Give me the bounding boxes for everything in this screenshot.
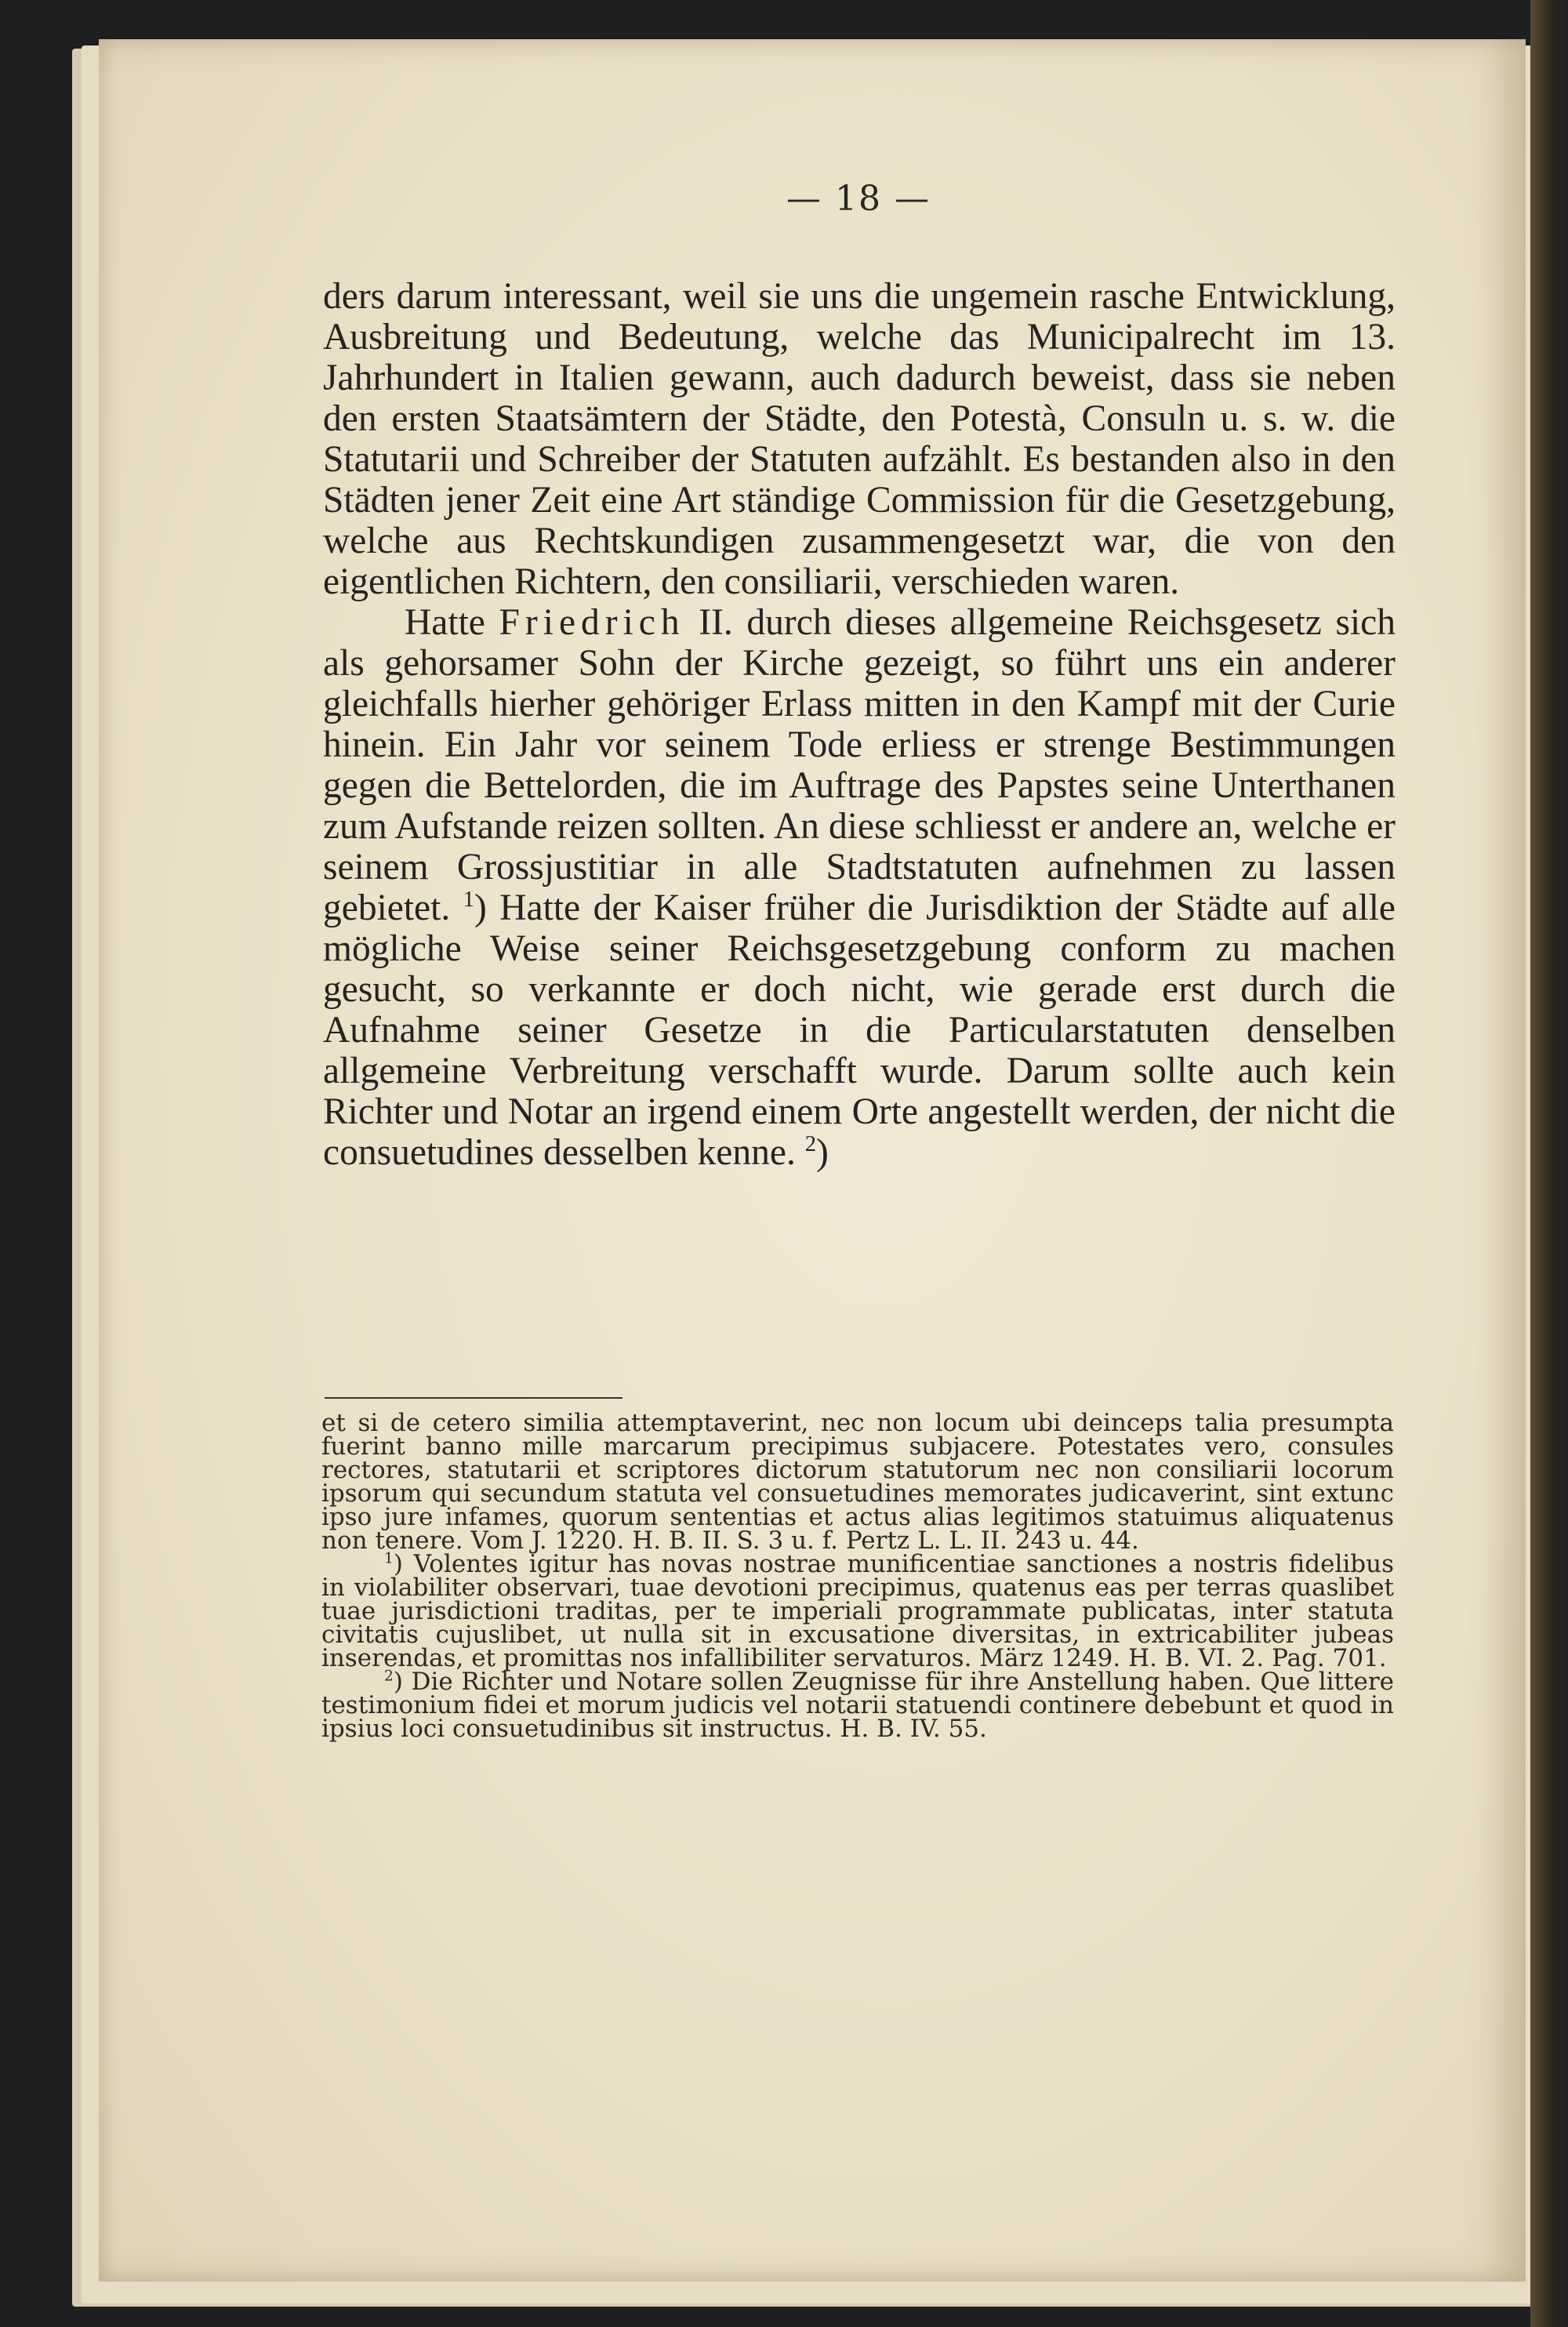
footnote-1-mark: 1 <box>384 1550 394 1567</box>
page-number-header: — 18 — <box>786 179 931 219</box>
footnote-1: $^1$) Volentes igitur has novas nostrae munificentiae sanctiones a nostris fidelibus in violabiliter observari, tuae devotioni precipimus, quatenus eas per terras quaslibet tuae jurisdictioni traditas, per te imperiali programmate publicatas, inter statuta civitatis cujuslibet, ut nulla sit in excusatione diversitas, in extricabiliter jubeas inserendas, et promittas nos infallibiliter servaturos. März 1249. H. B. VI. 2. Pag. 701. <box>321 1550 1394 1672</box>
book-gutter-shadow <box>1530 0 1568 2327</box>
main-text <box>323 276 1396 1173</box>
footnote-continuation: et si de cetero similia attemptaverint, nec non locum ubi deinceps talia presumpta fuerint banno mille marcarum precipimus subjacere. Potestates vero, consules rectores, statutarii et scriptores dictorum statutorum nec non consiliarii locorum ipsorum qui secundum statuta vel consuetudines memorates judicaverint, sint extunc ipso jure infames, quorum sententias et actus alias legitimos statuimus aliquatenus non tenere. Vom J. 1220. H. B. II. S. 3 u. f. Pertz L. L. II. 243 u. 44. <box>321 1409 1394 1555</box>
name-friedrich: Friedrich <box>499 602 685 643</box>
paragraph-2-part-a: II. durch dieses allgemeine Reichsgesetz sich als gehorsamer Sohn der Kirche gezeigt, so führt uns ein anderer gleichfalls hierher gehöriger Erlass mitten in den Kampf mit der Curie hinein. Ein Jahr vor seinem Tode erliess er strenge Bestimmungen gegen die Bettelorden, die im Auftrage des Papstes seine Unterthanen zum Aufstande reizen sollten. An diese schliesst er andere an, welche er seinem Grossjustitiar in alle Stadtstatuten aufnehmen zu lassen gebietet. <box>323 602 1396 928</box>
paragraph-2: Hatte Friedrich II. durch dieses allgemeine Reichsgesetz sich als gehorsamer Sohn der Kirche gezeigt, so führt uns ein anderer gleichfalls hierher gehöriger Erlass mitten in den Kampf mit der Curie hinein. Ein Jahr vor seinem Tode erliess er strenge Bestimmungen gegen die Bettelorden, die im Auftrage des Papstes seine Unterthanen zum Aufstande reizen sollten. An diese schliesst er andere an, welche er seinem Grossjustitiar in alle Stadtstatuten aufnehmen zu lassen gebietet. $^1$) Hatte der Kaiser früher die Jurisdiktion der Städte auf alle mögliche Weise seiner Reichsgesetzgebung conform zu machen gesucht, so verkannte er doch nicht, wie gerade erst durch die Aufnahme seiner Gesetze in die Particularstatuten denselben allgemeine Verbreitung verschafft wurde. Darum sollte auch kein Richter und Notar an irgend einem Orte angestellt werden, der nicht die consuetudines desselben kenne. $^2$) <box>323 602 1396 1173</box>
footnote-ref-2: 2 <box>804 1132 816 1157</box>
footnotes-block <box>321 1411 1394 1741</box>
footnote-2-text: Die Richter und Notare sollen Zeugnisse für ihre Anstellung haben. Que littere testimonium fidei et morum judicis vel notarii statuendi continere debebunt et quod in ipsius loci consuetudinibus sit instructus. H. B. IV. 55. <box>321 1668 1394 1743</box>
footnote-1-text: Volentes igitur has novas nostrae munificentiae sanctiones a nostris fidelibus in violabiliter observari, tuae devotioni precipimus, quatenus eas per terras quaslibet tuae jurisdictioni traditas, per te imperiali programmate publicatas, inter statuta civitatis cujuslibet, ut nulla sit in excusatione diversitas, in extricabiliter jubeas inserendas, et promittas nos infallibiliter servaturos. März 1249. H. B. VI. 2. Pag. 701. <box>321 1550 1394 1672</box>
footnote-2-mark: 2 <box>384 1668 394 1685</box>
footnote-divider <box>325 1397 622 1399</box>
footnote-ref-1: 1 <box>463 888 474 913</box>
paragraph-1: ders darum interessant, weil sie uns die ungemein rasche Entwicklung, Ausbreitung und Bedeutung, welche das Municipalrecht im 13. Jahrhundert in Italien gewann, auch dadurch beweist, dass sie neben den ersten Staatsämtern der Städte, den Potestà, Consuln u. s. w. die Statutarii und Schreiber der Statuten aufzählt. Es bestanden also in den Städten jener Zeit eine Art ständige Commission für die Gesetzgebung, welche aus Rechtskundigen zusammengesetzt war, die von den eigentlichen Richtern, den consiliarii, verschieden waren. <box>323 276 1396 602</box>
paragraph-2-start: Hatte <box>405 602 485 643</box>
paragraph-2-part-b: Hatte der Kaiser früher die Jurisdiktion der Städte auf alle mögliche Weise seiner Reichsgesetzgebung conform zu machen gesucht, so verkannte er doch nicht, wie gerade erst durch die Aufnahme seiner Gesetze in die Particularstatuten denselben allgemeine Verbreitung verschafft wurde. Darum sollte auch kein Richter und Notar an irgend einem Orte angestellt werden, der nicht die consuetudines desselben kenne. <box>323 888 1396 1173</box>
footnote-2: $^2$) Die Richter und Notare sollen Zeugnisse für ihre Anstellung haben. Que littere testimonium fidei et morum judicis vel notarii statuendi continere debebunt et quod in ipsius loci consuetudinibus sit instructus. H. B. IV. 55. <box>321 1668 1394 1743</box>
